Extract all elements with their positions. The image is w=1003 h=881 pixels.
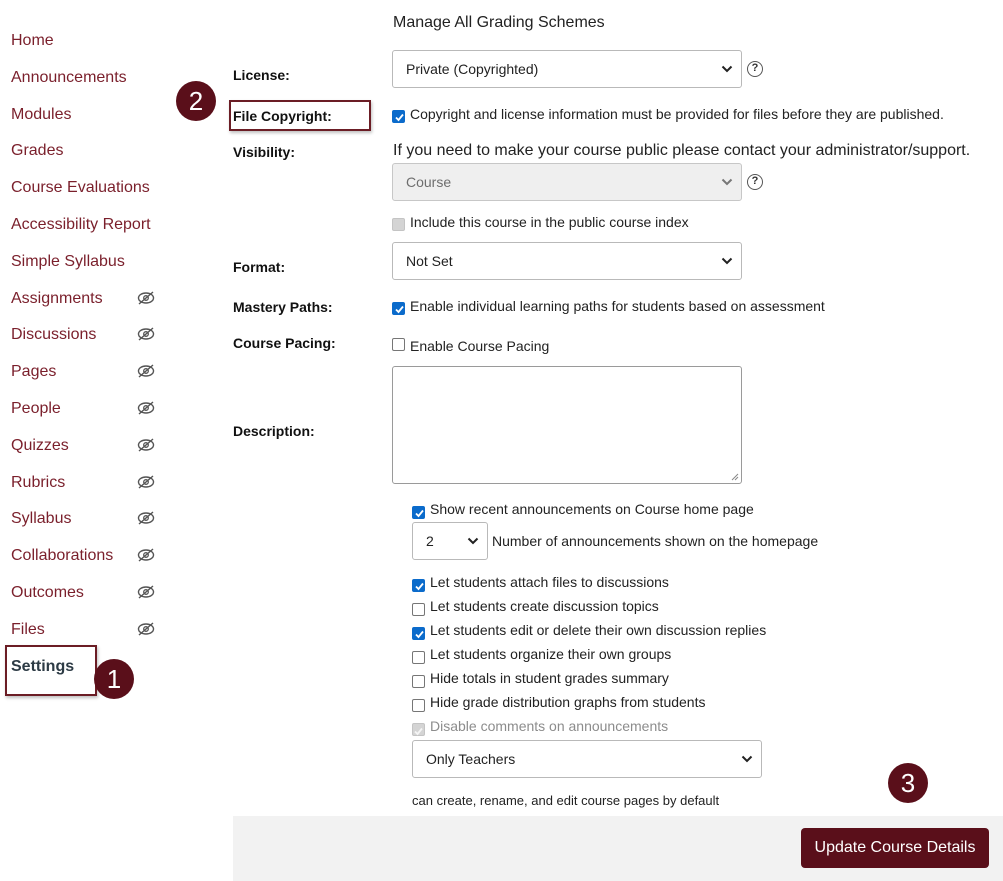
announcement-count-select[interactable] — [412, 522, 488, 560]
public-index-text: Include this course in the public course index — [410, 214, 689, 230]
nav-outcomes[interactable] — [11, 579, 161, 607]
chevron-down-icon — [467, 536, 479, 546]
nav-label: Home — [11, 32, 54, 49]
nav-label: Settings — [11, 658, 75, 675]
step-badge-1: 1 — [94, 659, 134, 699]
nav-label: Announcements — [11, 69, 127, 86]
nav-label: Grades — [11, 142, 64, 159]
nav-label: Rubrics — [11, 474, 66, 491]
mastery-paths-checkbox[interactable] — [392, 302, 405, 315]
format-label: Format: — [233, 259, 286, 275]
nav-home[interactable] — [11, 27, 161, 55]
pages-editor-value: Only Teachers — [426, 751, 516, 767]
license-select[interactable] — [392, 50, 742, 88]
hidden-eye-icon — [137, 401, 155, 415]
edit-replies-checkbox[interactable] — [412, 627, 425, 640]
chevron-down-icon — [721, 256, 733, 266]
visibility-select-value: Course — [406, 174, 452, 190]
file-copyright-text: Copyright and license information must be provided for files before they are published. — [410, 106, 944, 122]
chevron-down-icon — [721, 64, 733, 74]
create-topics-checkbox[interactable] — [412, 603, 425, 616]
nav-assignments[interactable] — [11, 285, 161, 313]
nav-label: Course Evaluations — [11, 179, 150, 196]
license-help-icon[interactable]: ? — [747, 61, 763, 77]
nav-label: Assignments — [11, 290, 103, 307]
nav-label: Outcomes — [11, 584, 84, 601]
nav-label: Modules — [11, 106, 72, 123]
hide-distribution-text: Hide grade distribution graphs from students — [430, 694, 706, 710]
hidden-eye-icon — [137, 438, 155, 452]
format-select-value: Not Set — [406, 253, 453, 269]
visibility-note: If you need to make your course public please contact your administrator/support. — [393, 142, 971, 159]
course-pacing-text: Enable Course Pacing — [410, 338, 550, 354]
nav-label: Syllabus — [11, 510, 72, 527]
disable-comments-text: Disable comments on announcements — [430, 718, 669, 734]
nav-label: Accessibility Report — [11, 216, 151, 233]
nav-announcements[interactable] — [11, 64, 161, 92]
nav-label: People — [11, 400, 61, 417]
step-badge-2: 2 — [176, 81, 216, 121]
hidden-eye-icon — [137, 585, 155, 599]
nav-people[interactable] — [11, 395, 161, 423]
show-announcements-text: Show recent announcements on Course home page — [430, 501, 754, 517]
hidden-eye-icon — [137, 291, 155, 305]
nav-label: Quizzes — [11, 437, 69, 454]
hidden-eye-icon — [137, 548, 155, 562]
mastery-paths-text: Enable individual learning paths for students based on assessment — [410, 298, 825, 314]
nav-quizzes[interactable] — [11, 432, 161, 460]
nav-files[interactable] — [11, 616, 161, 644]
hide-totals-checkbox[interactable] — [412, 675, 425, 688]
hidden-eye-icon — [137, 622, 155, 636]
visibility-help-icon[interactable]: ? — [747, 174, 763, 190]
chevron-down-icon — [721, 177, 733, 187]
nav-rubrics[interactable] — [11, 469, 161, 497]
pages-editor-note: can create, rename, and edit course pages by default — [412, 793, 720, 808]
nav-label: Collaborations — [11, 547, 114, 564]
visibility-select[interactable] — [392, 163, 742, 201]
nav-syllabus[interactable] — [11, 505, 161, 533]
organize-groups-text: Let students organize their own groups — [430, 646, 672, 662]
visibility-label: Visibility: — [233, 144, 295, 160]
description-label: Description: — [233, 423, 315, 439]
hidden-eye-icon — [137, 364, 155, 378]
nav-grades[interactable] — [11, 137, 161, 165]
nav-accessibility-report[interactable] — [11, 211, 161, 239]
settings-highlight-box — [5, 645, 97, 696]
nav-modules[interactable] — [11, 101, 161, 129]
nav-label: Pages — [11, 363, 57, 380]
resize-handle-icon[interactable] — [731, 473, 739, 481]
nav-simple-syllabus[interactable] — [11, 248, 161, 276]
license-select-value: Private (Copyrighted) — [406, 61, 539, 77]
nav-label: Simple Syllabus — [11, 253, 125, 270]
organize-groups-checkbox[interactable] — [412, 651, 425, 664]
manage-grading-schemes-link[interactable]: Manage All Grading Schemes — [393, 14, 605, 31]
course-pacing-checkbox[interactable] — [392, 338, 405, 351]
update-course-details-button[interactable]: Update Course Details — [801, 828, 989, 868]
description-textarea[interactable] — [392, 366, 742, 484]
step-badge-3: 3 — [888, 763, 928, 803]
attach-files-text: Let students attach files to discussions — [430, 574, 669, 590]
file-copyright-label: File Copyright: — [233, 108, 332, 124]
public-index-checkbox[interactable] — [392, 218, 405, 231]
hidden-eye-icon — [137, 511, 155, 525]
announcement-count-label: Number of announcements shown on the homepage — [492, 533, 819, 549]
announcement-count-value: 2 — [426, 533, 434, 549]
edit-replies-text: Let students edit or delete their own discussion replies — [430, 622, 767, 638]
nav-collaborations[interactable] — [11, 542, 161, 570]
disable-comments-checkbox[interactable] — [412, 723, 425, 736]
hide-totals-text: Hide totals in student grades summary — [430, 670, 669, 686]
hidden-eye-icon — [137, 327, 155, 341]
hidden-eye-icon — [137, 475, 155, 489]
pages-editor-select[interactable] — [412, 740, 762, 778]
nav-pages[interactable] — [11, 358, 161, 386]
create-topics-text: Let students create discussion topics — [430, 598, 659, 614]
hide-distribution-checkbox[interactable] — [412, 699, 425, 712]
mastery-paths-label: Mastery Paths: — [233, 299, 333, 315]
nav-label: Discussions — [11, 326, 97, 343]
nav-discussions[interactable] — [11, 321, 161, 349]
attach-files-checkbox[interactable] — [412, 579, 425, 592]
license-label: License: — [233, 67, 290, 83]
show-announcements-checkbox[interactable] — [412, 506, 425, 519]
nav-label: Files — [11, 621, 45, 638]
chevron-down-icon — [741, 754, 753, 764]
format-select[interactable] — [392, 242, 742, 280]
course-pacing-label: Course Pacing: — [233, 335, 336, 351]
nav-course-evaluations[interactable] — [11, 174, 161, 202]
file-copyright-checkbox[interactable] — [392, 110, 405, 123]
